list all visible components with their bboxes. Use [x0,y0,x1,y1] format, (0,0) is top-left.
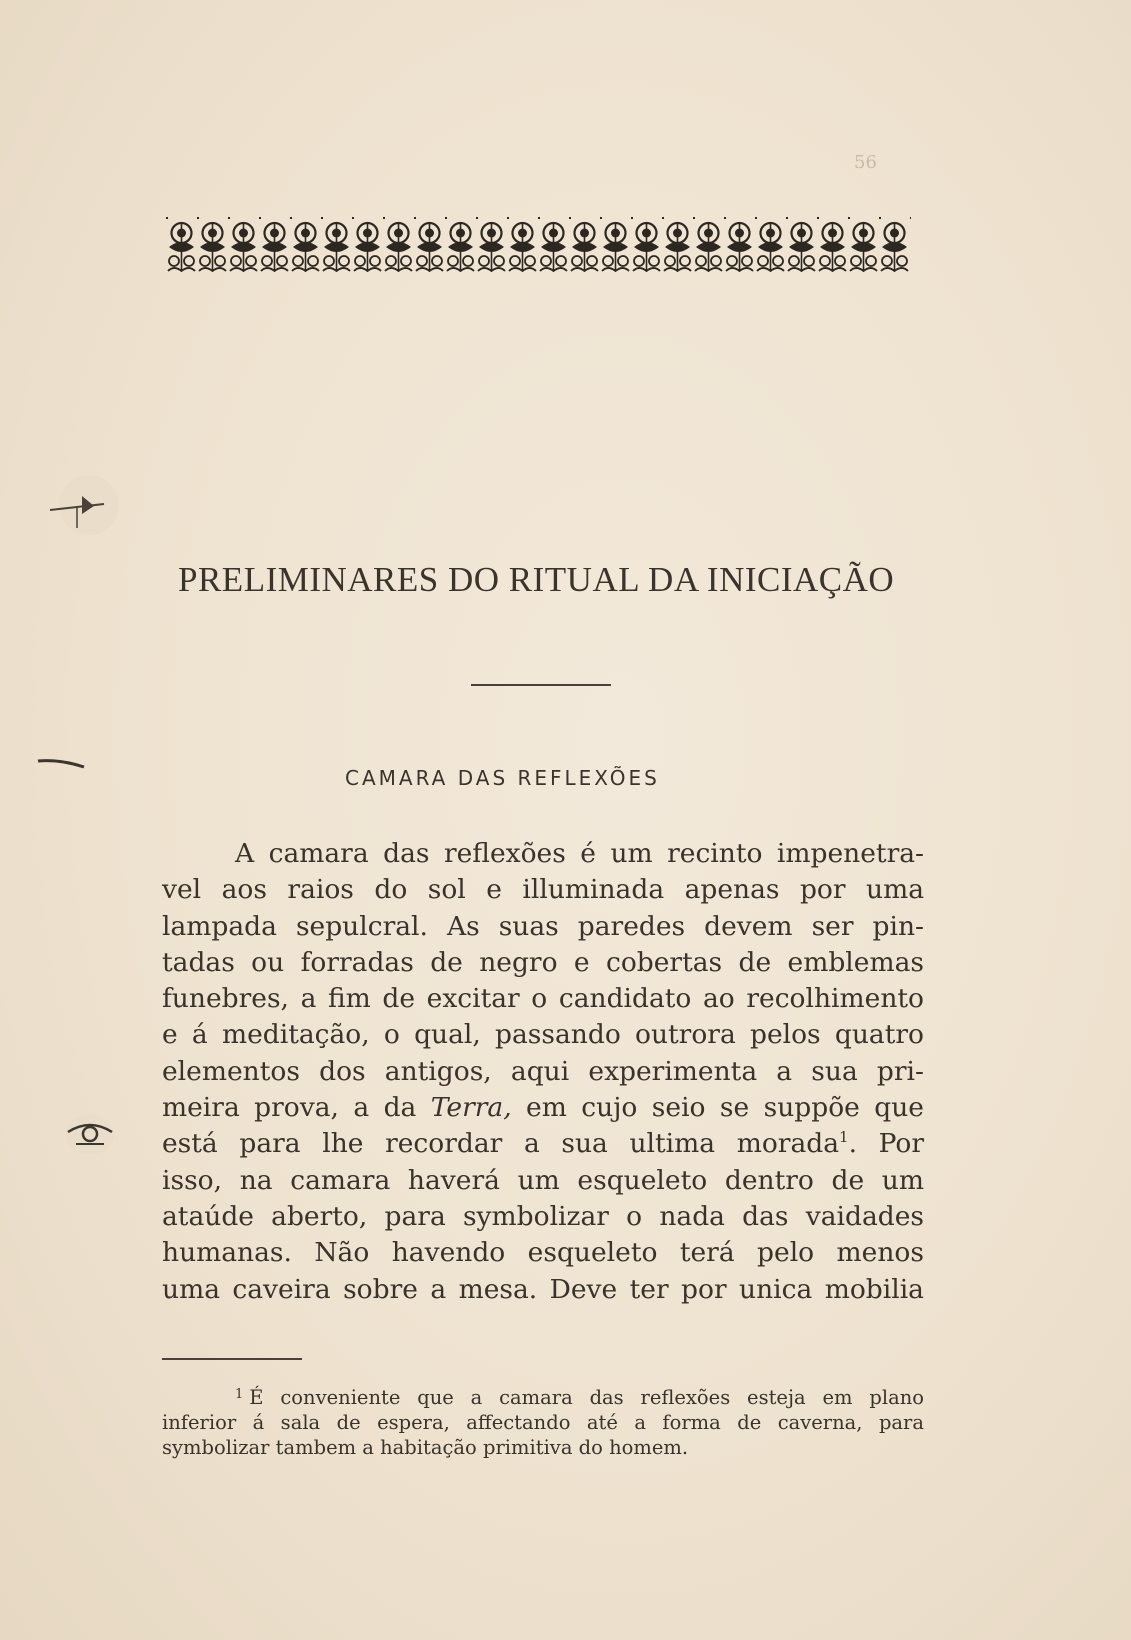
body-line-part: . Por [848,1128,924,1160]
body-line: e á meditação, o qual, passando outrora pelos quatro [162,1019,924,1051]
page-title: PRELIMINARES DO RITUAL DA INICIAÇÃO [178,560,895,599]
binding-stitch-icon [60,1110,120,1160]
body-line [162,1090,924,1126]
italic-word: Terra, [430,1092,512,1124]
footnote-divider [162,1358,302,1360]
body-line-part: está para lhe recordar a sua ultima morada [162,1128,840,1160]
footnote-line [162,1385,924,1410]
title-divider [471,684,611,686]
body-paragraph [162,836,924,1308]
footnote-reference: 1 [839,1128,849,1147]
body-line: isso, na camara haverá um esqueleto dentro de um [162,1164,924,1196]
footnote-line: symbolizar tambem a habitação primitiva do homem. [162,1436,689,1459]
body-line-part: em cujo seio se suppõe que [511,1092,924,1124]
binding-stitch-icon [44,470,124,540]
footnote-text: É conveniente que a camara das reflexões esteja em plano [249,1386,924,1409]
body-line: A camara das reflexões é um recinto impenetra- [235,838,924,869]
footnote-line: inferior á sala de espera, affectando até a forma de caverna, para [162,1411,924,1434]
body-line: elementos dos antigos, aqui experimenta a sua pri- [162,1055,924,1087]
body-line: humanas. Não havendo esqueleto terá pelo menos [162,1237,924,1269]
footnote-mark: 1 [235,1387,244,1402]
body-line: ataúde aberto, para symbolizar o nada das vaidades [162,1200,924,1232]
section-heading: CAMARA DAS REFLEXÕES [345,766,660,790]
binding-stitch-icon [34,755,94,775]
body-line: funebres, a fim de excitar o candidato ao recolhimento [162,983,924,1015]
body-line: vel aos raios do sol e illuminada apenas por uma [162,874,924,906]
page-number: 56 [854,152,877,173]
body-line: tadas ou forradas de negro e cobertas de emblemas [162,946,924,978]
body-line-part: meira prova, a da [162,1092,431,1124]
ornamental-header-band [166,215,911,277]
body-line: lampada sepulcral. As suas paredes devem ser pin- [162,910,924,942]
footnote [162,1385,924,1460]
body-line [162,1126,924,1162]
body-line: uma caveira sobre a mesa. Deve ter por unica mobilia [162,1273,924,1305]
